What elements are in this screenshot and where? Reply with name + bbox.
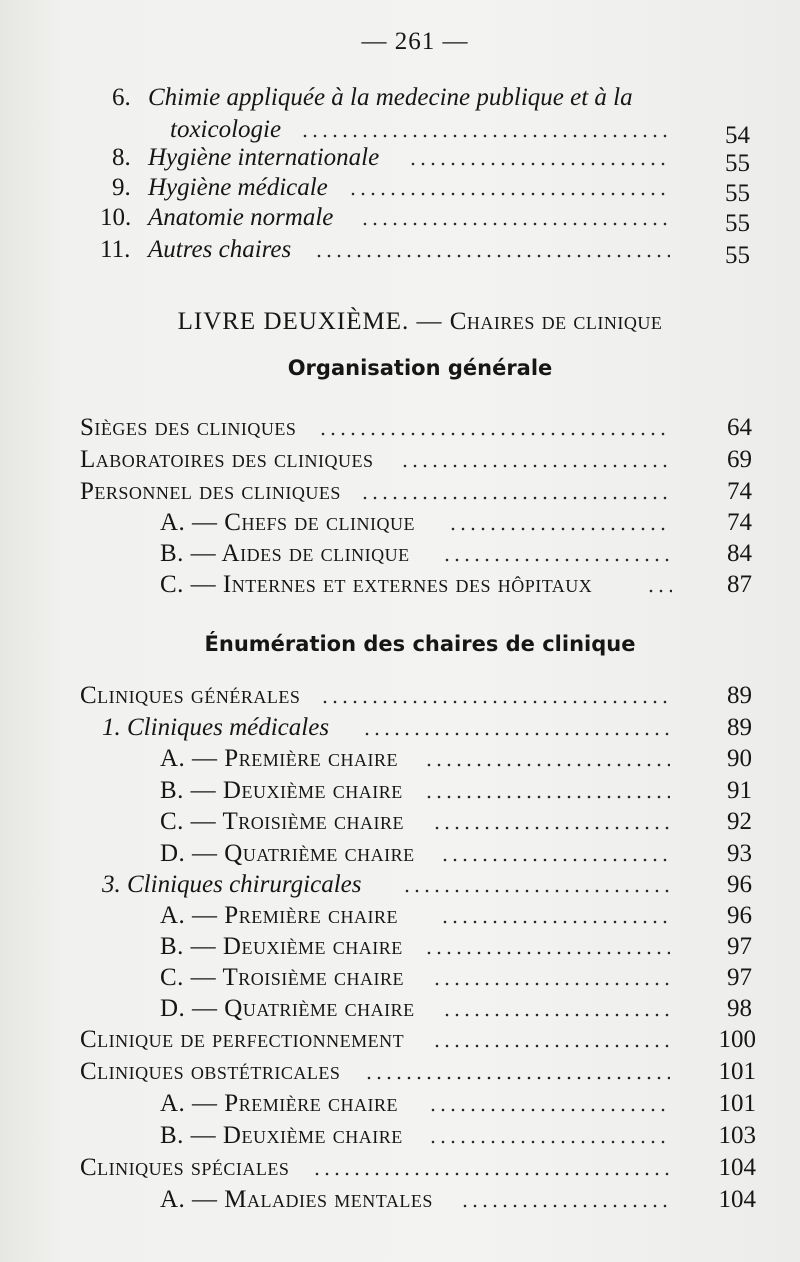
entry-label: Cliniques obstétricales	[80, 1058, 341, 1085]
entry-page: 89	[727, 682, 752, 709]
entry-label: A. — Première chaire	[160, 745, 398, 772]
toc-entry	[0, 743, 800, 775]
toc-entry	[0, 1120, 800, 1152]
entry-label: Clinique de perfectionnement	[80, 1026, 405, 1053]
entry-label: Cliniques spéciales	[80, 1154, 290, 1181]
toc-entry	[0, 444, 800, 476]
toc-entry	[0, 142, 800, 177]
toc-entry	[0, 569, 800, 601]
entry-page: 87	[727, 571, 752, 598]
entry-label: A. — Première chaire	[160, 902, 398, 929]
toc-entry	[0, 476, 800, 508]
entry-number: 8.	[112, 144, 131, 171]
entry-page: 91	[727, 777, 752, 804]
dot-leader	[360, 222, 670, 226]
entry-page: 84	[727, 540, 752, 567]
entry-label: B. — Deuxième chaire	[160, 933, 403, 960]
entry-label: C. — Troisième chaire	[160, 808, 404, 835]
entry-page: 55	[725, 150, 750, 177]
entry-label: A. — Maladies mentales	[160, 1186, 433, 1213]
dot-leader	[432, 982, 670, 986]
book-heading	[0, 308, 800, 336]
entry-label: B. — Deuxième chaire	[160, 1122, 403, 1149]
entry-label: Personnel des cliniques	[80, 478, 341, 505]
dot-leader	[424, 795, 670, 799]
entry-label: Laboratoires des cliniques	[80, 446, 374, 473]
toc-entry	[0, 172, 800, 207]
dot-leader	[408, 162, 670, 166]
entry-page: 55	[725, 180, 750, 207]
toc-entry	[0, 775, 800, 807]
entry-page: 100	[718, 1026, 756, 1053]
entry-page: 97	[727, 964, 752, 991]
toc-entry	[0, 507, 800, 539]
entry-title: Autres chaires	[148, 236, 292, 263]
entry-label: Cliniques générales	[80, 682, 301, 709]
toc-entry	[0, 1152, 800, 1184]
entry-page: 64	[727, 414, 752, 441]
dot-leader	[428, 1108, 670, 1112]
dot-leader	[440, 920, 670, 924]
entry-page: 101	[718, 1058, 756, 1085]
entry-number: 10.	[100, 204, 132, 231]
dot-leader	[442, 558, 670, 562]
entry-number: 11.	[100, 236, 131, 263]
entry-title: Hygiène médicale	[148, 174, 328, 201]
entry-title: toxicologie	[170, 116, 282, 143]
entry-label: D. — Quatrième chaire	[160, 995, 415, 1022]
dot-leader	[432, 826, 670, 830]
dot-leader	[402, 889, 670, 893]
entry-page: 93	[727, 840, 752, 867]
entry-page: 89	[727, 714, 752, 741]
toc-entry	[0, 234, 800, 269]
dot-leader	[428, 1140, 670, 1144]
section-heading: Organisation générale	[287, 356, 553, 380]
entry-page: 74	[727, 478, 752, 505]
dot-leader	[424, 951, 670, 955]
dot-leader	[440, 858, 670, 862]
book-heading-prefix: LIVRE DEUXIÈME. —	[177, 308, 450, 335]
toc-entry	[0, 931, 800, 963]
dot-leader	[364, 1076, 670, 1080]
entry-label: A. — Première chaire	[160, 1090, 398, 1117]
entry-page: 96	[727, 902, 752, 929]
section-heading: Énumération des chaires de clinique	[204, 632, 636, 656]
toc-entry	[0, 1088, 800, 1120]
dot-leader	[460, 1204, 670, 1208]
entry-label: A. — Chefs de clinique	[160, 509, 415, 536]
entry-number: 6.	[112, 84, 131, 111]
dot-leader	[362, 732, 670, 736]
dot-leader	[442, 1013, 670, 1017]
toc-entry	[0, 202, 800, 237]
entry-title: Hygiène internationale	[148, 144, 380, 171]
entry-title: Anatomie normale	[148, 204, 334, 231]
dot-leader	[320, 700, 670, 704]
dot-leader	[646, 589, 672, 593]
entry-label: B. — Aides de clinique	[160, 540, 410, 567]
entry-label: B. — Deuxième chaire	[160, 777, 403, 804]
book-heading-title: Chaires de clinique	[449, 308, 663, 335]
entry-title: Chimie appliquée à la medecine publique et à la	[148, 84, 633, 111]
toc-entry	[0, 712, 800, 744]
dot-leader	[360, 496, 670, 500]
dot-leader	[424, 763, 670, 767]
toc-entry	[0, 538, 800, 570]
toc-entry	[0, 869, 800, 901]
toc-entry	[0, 993, 800, 1025]
entry-page: 96	[727, 871, 752, 898]
entry-page: 92	[727, 808, 752, 835]
entry-page: 74	[727, 509, 752, 536]
toc-entry	[0, 838, 800, 870]
entry-label: C. — Troisième chaire	[160, 964, 404, 991]
dot-leader	[300, 134, 670, 138]
entry-label: D. — Quatrième chaire	[160, 840, 415, 867]
entry-page: 90	[727, 745, 752, 772]
entry-page: 55	[725, 242, 750, 269]
toc-entry	[0, 680, 800, 712]
entry-label: 1. Cliniques médicales	[102, 714, 330, 741]
entry-page: 104	[718, 1186, 756, 1213]
entry-page: 103	[718, 1122, 756, 1149]
dot-leader	[448, 527, 670, 531]
toc-entry	[0, 82, 800, 114]
entry-page: 104	[718, 1154, 756, 1181]
dot-leader	[318, 432, 670, 436]
dot-leader	[314, 254, 670, 258]
dot-leader	[432, 1044, 670, 1048]
toc-entry	[0, 962, 800, 994]
toc-entry	[0, 412, 800, 444]
toc-entry	[0, 1184, 800, 1216]
entry-label: Sièges des cliniques	[80, 414, 297, 441]
dot-leader	[348, 192, 670, 196]
toc-entry	[0, 806, 800, 838]
entry-page: 55	[725, 210, 750, 237]
page-number: — 261 —	[361, 28, 469, 55]
entry-label: C. — Internes et externes des hôpitaux	[160, 571, 593, 598]
toc-entry	[0, 1056, 800, 1088]
entry-page: 69	[727, 446, 752, 473]
entry-page: 98	[727, 995, 752, 1022]
entry-label: 3. Cliniques chirurgicales	[102, 871, 362, 898]
toc-entry	[0, 1024, 800, 1056]
dot-leader	[400, 464, 670, 468]
entry-number: 9.	[112, 174, 131, 201]
entry-page: 97	[727, 933, 752, 960]
entry-page: 101	[718, 1090, 756, 1117]
entry-page: 54	[725, 122, 750, 149]
dot-leader	[312, 1172, 670, 1176]
toc-entry	[0, 900, 800, 932]
